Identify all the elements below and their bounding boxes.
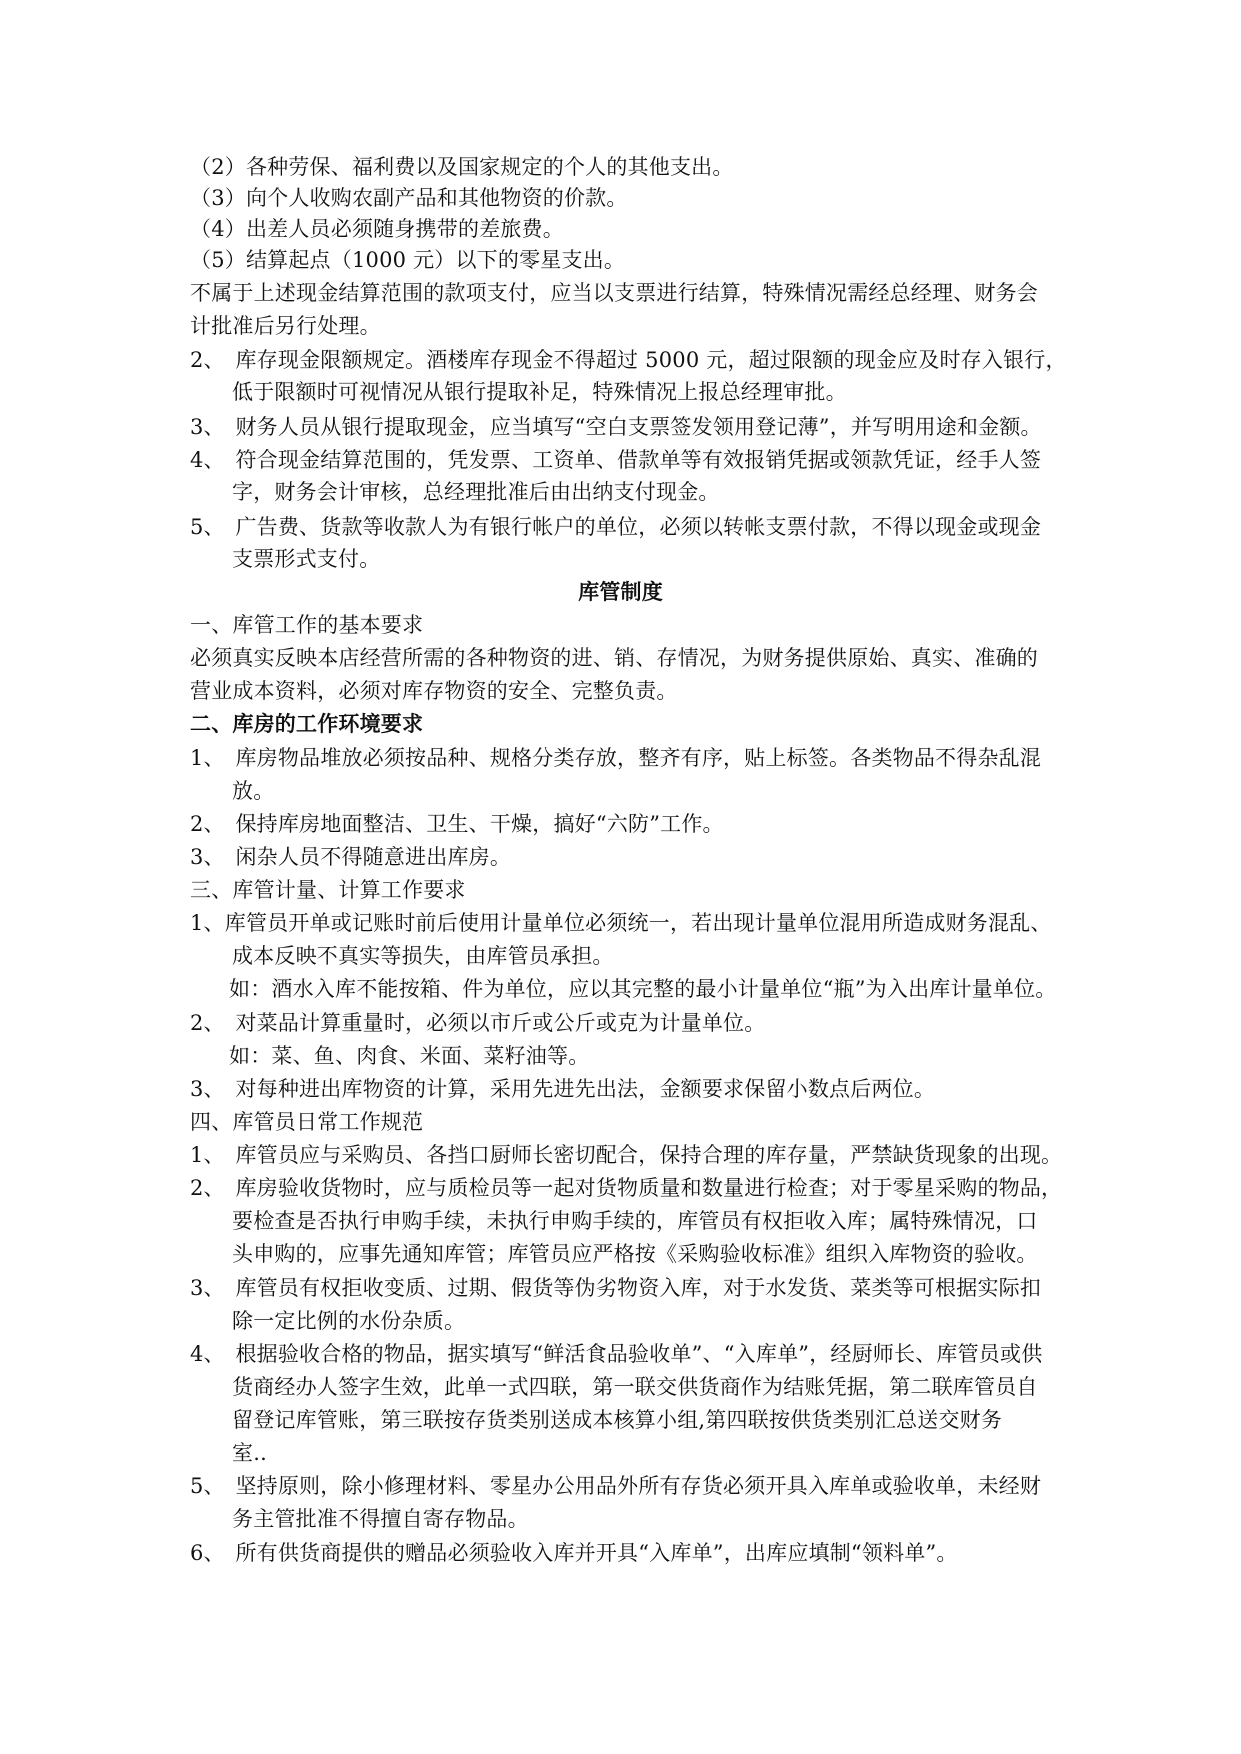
heading: 二、库房的工作环境要求 — [190, 711, 424, 736]
text-line: （2）各种劳保、福利费以及国家规定的个人的其他支出。 — [190, 155, 734, 179]
text-line: 放。 — [232, 779, 275, 803]
text-line: 留登记库管账，第三联按存货类别送成本核算小组,第四联按供货类别汇总送交财务 — [232, 1408, 1003, 1432]
text-line: 计批准后另行处理。 — [190, 314, 381, 338]
text-line: 1、 库管员应与采购员、各挡口厨师长密切配合，保持合理的库存量，严禁缺货现象的出现。 — [190, 1143, 1063, 1167]
text-line: （5）结算起点（1000 元）以下的零星支出。 — [190, 248, 626, 272]
text-line: 字，财务会计审核，总经理批准后由出纳支付现金。 — [232, 480, 720, 504]
text-line: 4、 符合现金结算范围的，凭发票、工资单、借款单等有效报销凭据或领款凭证，经手人签 — [190, 448, 1042, 472]
text-line: 6、 所有供货商提供的赠品必须验收入库并开具“入库单”，出库应填制“领料单”。 — [190, 1541, 958, 1565]
text-line: 室.. — [232, 1441, 267, 1465]
text-line: 3、 闲杂人员不得随意进出库房。 — [190, 845, 512, 869]
text-line: 如：菜、鱼、肉食、米面、菜籽油等。 — [229, 1044, 590, 1068]
text-line: 如：酒水入库不能按箱、件为单位，应以其完整的最小计量单位“瓶”为入出库计量单位。 — [229, 977, 1057, 1001]
text-line: 货商经办人签字生效，此单一式四联，第一联交供货商作为结账凭据，第二联库管员自 — [232, 1375, 1038, 1399]
text-line: 2、 库存现金限额规定。酒楼库存现金不得超过 5000 元，超过限额的现金应及时存入银行， — [190, 348, 1067, 372]
text-line: 必须真实反映本店经营所需的各种物资的进、销、存情况，为财务提供原始、真实、准确的 — [190, 646, 1038, 670]
text-line: 要检查是否执行申购手续，未执行申购手续的，库管员有权拒收入库；属特殊情况，口 — [232, 1209, 1038, 1233]
text-line: 支票形式支付。 — [232, 547, 381, 571]
text-line: （3）向个人收购农副产品和其他物资的价款。 — [190, 186, 628, 210]
text-line: 3、 库管员有权拒收变质、过期、假货等伪劣物资入库，对于水发货、菜类等可根据实际扣 — [190, 1276, 1042, 1300]
text-line: 3、 对每种进出库物资的计算，采用先进先出法，金额要求保留小数点后两位。 — [190, 1077, 936, 1101]
text-line: 2、 对菜品计算重量时，必须以市斤或公斤或克为计量单位。 — [190, 1011, 766, 1035]
section-title: 库管制度 — [578, 579, 663, 604]
text-line: 5、 坚持原则，除小修理材料、零星办公用品外所有存货必须开具入库单或验收单，未经财 — [190, 1474, 1042, 1498]
heading: 一、库管工作的基本要求 — [190, 613, 424, 637]
heading: 四、库管员日常工作规范 — [190, 1110, 424, 1134]
text-line: 1、库管员开单或记账时前后使用计量单位必须统一，若出现计量单位混用所造成财务混乱、 — [190, 911, 1052, 935]
text-line: 营业成本资料，必须对库存物资的安全、完整负责。 — [190, 679, 678, 703]
text-line: 头申购的，应事先通知库管；库管员应严格按《采购验收标准》组织入库物资的验收。 — [232, 1242, 1038, 1266]
text-line: 2、 库房验收货物时，应与质检员等一起对货物质量和数量进行检查；对于零星采购的物品， — [190, 1176, 1063, 1200]
text-line: 不属于上述现金结算范围的款项支付，应当以支票进行结算，特殊情况需经总经理、财务会 — [190, 281, 1038, 305]
text-line: 2、 保持库房地面整洁、卫生、干燥，搞好“六防”工作。 — [190, 812, 724, 836]
text-line: 除一定比例的水份杂质。 — [232, 1309, 466, 1333]
text-line: 5、 广告费、货款等收款人为有银行帐户的单位，必须以转帐支票付款，不得以现金或现金 — [190, 515, 1042, 539]
text-line: 3、 财务人员从银行提取现金，应当填写“空白支票签发领用登记薄”，并写明用途和金额。 — [190, 415, 1042, 439]
text-line: （4）出差人员必须随身携带的差旅费。 — [190, 217, 564, 241]
text-line: 1、 库房物品堆放必须按品种、规格分类存放，整齐有序，贴上标签。各类物品不得杂乱混 — [190, 746, 1042, 770]
text-line: 成本反映不真实等损失，由库管员承担。 — [232, 944, 614, 968]
text-line: 4、 根据验收合格的物品，据实填写“鲜活食品验收单”、“入库单”，经厨师长、库管员或供 — [190, 1342, 1043, 1366]
text-line: 低于限额时可视情况从银行提取补足，特殊情况上报总经理审批。 — [232, 380, 847, 404]
heading: 三、库管计量、计算工作要求 — [190, 878, 466, 902]
text-line: 务主管批准不得擅自寄存物品。 — [232, 1507, 529, 1531]
